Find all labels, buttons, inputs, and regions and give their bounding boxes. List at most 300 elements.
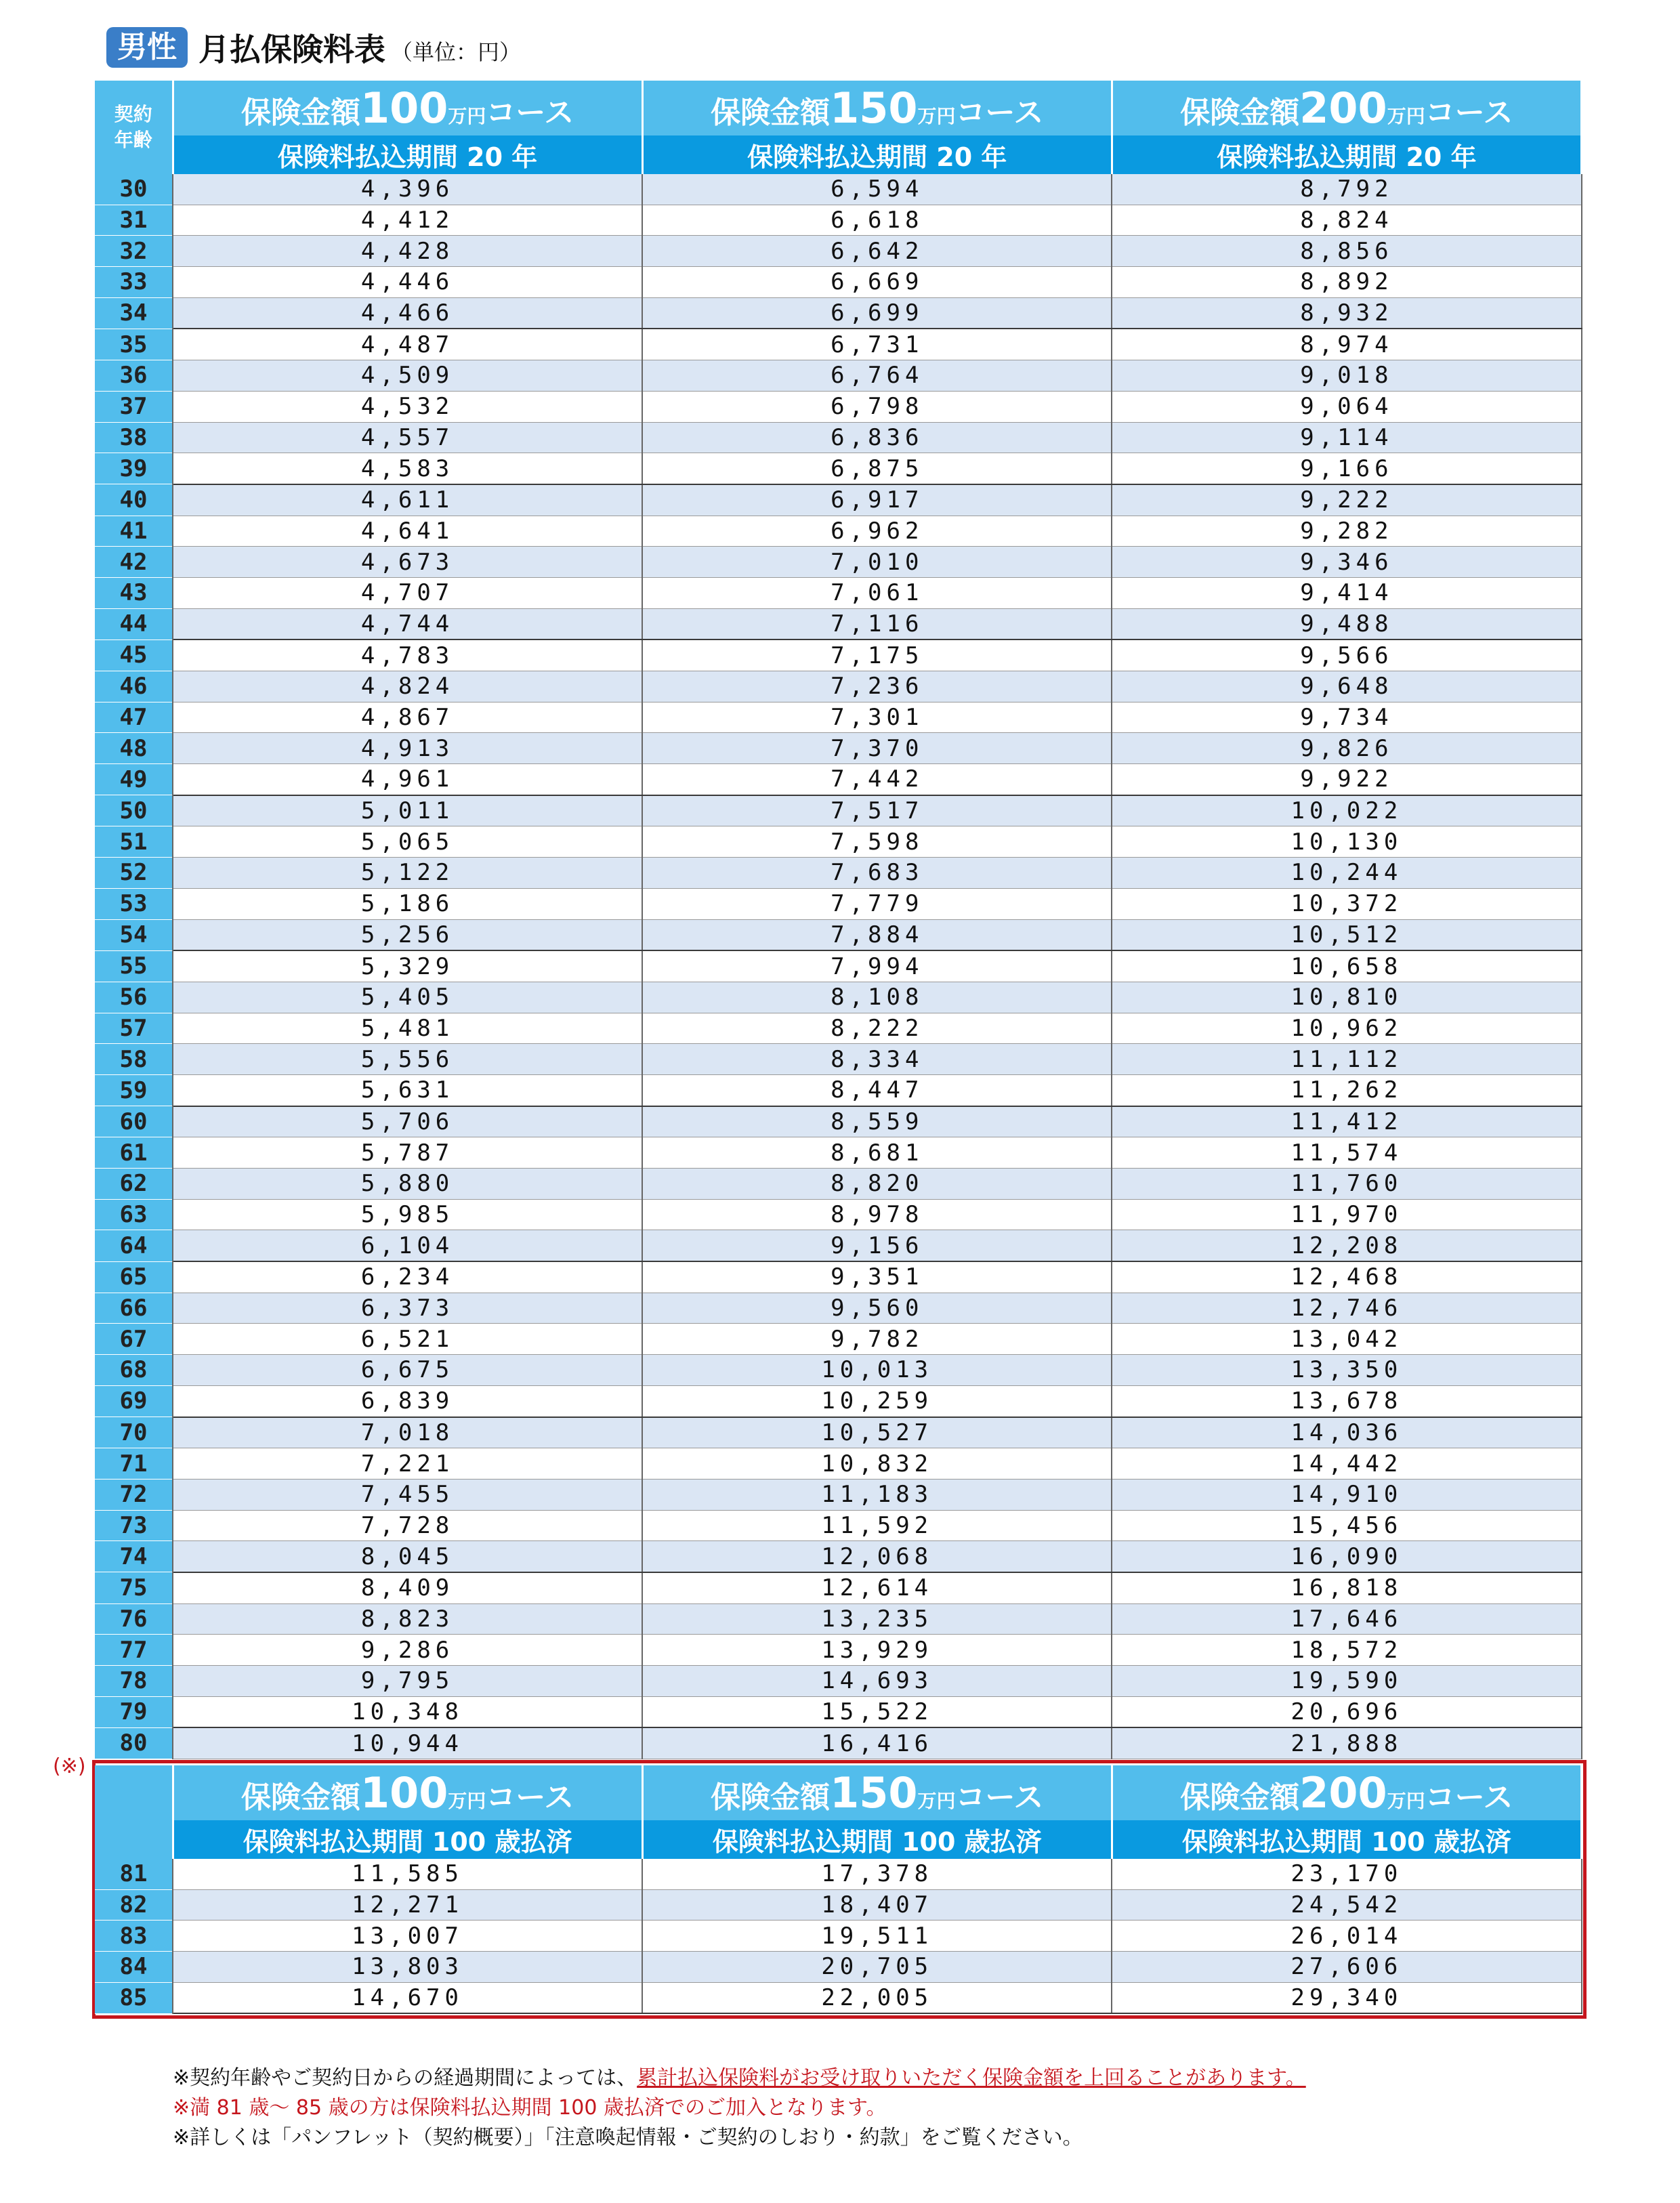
premium-cell: 27,606 (1112, 1952, 1581, 1983)
age-cell: 33 (95, 267, 173, 298)
period-header: 保険料払込期間 20 年 (1112, 135, 1581, 174)
premium-cell: 6,699 (642, 297, 1112, 329)
premium-cell: 10,944 (173, 1727, 642, 1759)
premium-cell: 20,696 (1112, 1696, 1581, 1727)
gender-badge: 男性 (106, 27, 188, 68)
age-cell: 63 (95, 1199, 173, 1230)
table-row (95, 1889, 1582, 1921)
period-header: 保険料払込期間 20 年 (642, 135, 1112, 174)
table-row (95, 484, 1582, 516)
table-row (95, 1261, 1582, 1293)
age-cell: 76 (95, 1603, 173, 1635)
table-row (95, 1230, 1582, 1261)
premium-cell: 7,061 (642, 577, 1112, 608)
premium-cell: 5,186 (173, 888, 642, 919)
premium-cell: 4,557 (173, 422, 642, 453)
premium-cell: 9,566 (1112, 639, 1581, 671)
premium-cell: 6,962 (642, 516, 1112, 547)
premium-cell: 6,839 (173, 1385, 642, 1417)
premium-cell: 19,511 (642, 1921, 1112, 1952)
premium-cell: 6,917 (642, 484, 1112, 516)
premium-cell: 4,707 (173, 577, 642, 608)
premium-cell: 11,585 (173, 1859, 642, 1889)
premium-cell: 10,244 (1112, 858, 1581, 889)
premium-cell: 8,978 (642, 1199, 1112, 1230)
premium-cell: 16,090 (1112, 1541, 1581, 1572)
premium-cell: 11,183 (642, 1479, 1112, 1510)
premium-cell: 10,658 (1112, 950, 1581, 982)
premium-cell: 7,018 (173, 1417, 642, 1448)
premium-cell: 9,166 (1112, 453, 1581, 484)
premium-cell: 7,301 (642, 702, 1112, 733)
premium-cell: 4,744 (173, 608, 642, 639)
premium-cell: 11,112 (1112, 1044, 1581, 1075)
premium-cell: 5,256 (173, 919, 642, 950)
premium-cell: 5,011 (173, 795, 642, 826)
table-row (95, 1385, 1582, 1417)
table-row (95, 795, 1582, 826)
premium-cell: 5,122 (173, 858, 642, 889)
table-row (95, 1859, 1582, 1889)
premium-cell: 18,407 (642, 1889, 1112, 1921)
premium-cell: 29,340 (1112, 1982, 1581, 2013)
premium-cell: 14,036 (1112, 1417, 1581, 1448)
premium-cell: 12,468 (1112, 1261, 1581, 1293)
premium-cell: 6,642 (642, 236, 1112, 267)
premium-cell: 11,760 (1112, 1169, 1581, 1200)
age-cell: 52 (95, 858, 173, 889)
premium-cell: 8,409 (173, 1572, 642, 1603)
age-cell: 42 (95, 547, 173, 578)
premium-cell: 10,832 (642, 1448, 1112, 1480)
age-cell: 60 (95, 1106, 173, 1137)
premium-cell: 6,521 (173, 1324, 642, 1355)
table-row (95, 639, 1582, 671)
premium-cell: 7,455 (173, 1479, 642, 1510)
period-header: 保険料払込期間 20 年 (173, 135, 642, 174)
premium-cell: 8,108 (642, 982, 1112, 1013)
premium-cell: 10,372 (1112, 888, 1581, 919)
age-cell: 58 (95, 1044, 173, 1075)
age-cell: 45 (95, 639, 173, 671)
table-row (95, 1417, 1582, 1448)
age-cell: 41 (95, 516, 173, 547)
age-cell: 55 (95, 950, 173, 982)
premium-cell: 6,836 (642, 422, 1112, 453)
premium-cell: 9,282 (1112, 516, 1581, 547)
premium-cell: 10,130 (1112, 826, 1581, 858)
premium-cell: 7,010 (642, 547, 1112, 578)
age-cell: 64 (95, 1230, 173, 1261)
age-cell: 77 (95, 1635, 173, 1666)
premium-cell: 4,532 (173, 391, 642, 422)
premium-cell: 6,675 (173, 1355, 642, 1386)
table-row (95, 1510, 1582, 1541)
age-label-line1: 契約 (114, 103, 152, 125)
premium-cell: 14,442 (1112, 1448, 1581, 1480)
age-cell: 84 (95, 1952, 173, 1983)
table-row (95, 1106, 1582, 1137)
premium-cell: 11,412 (1112, 1106, 1581, 1137)
table-row (95, 826, 1582, 858)
table-row (95, 577, 1582, 608)
age-cell: 47 (95, 702, 173, 733)
premium-cell: 4,611 (173, 484, 642, 516)
premium-cell: 4,487 (173, 329, 642, 360)
age-cell: 78 (95, 1666, 173, 1697)
age-column-header (95, 81, 173, 174)
premium-cell: 9,488 (1112, 608, 1581, 639)
premium-cell: 7,683 (642, 858, 1112, 889)
note-line-1: ※契約年齢やご契約日からの経過期間によっては、累計払込保険料がお受け取りいただく保険金額を上回ることがあります。 (173, 2066, 1306, 2090)
premium-cell: 10,527 (642, 1417, 1112, 1448)
premium-cell: 8,559 (642, 1106, 1112, 1137)
table-row (95, 733, 1582, 764)
premium-cell: 5,556 (173, 1044, 642, 1075)
premium-cell: 9,795 (173, 1666, 642, 1697)
age-cell: 61 (95, 1137, 173, 1169)
age-cell: 82 (95, 1889, 173, 1921)
note-warning: 累計払込保険料がお受け取りいただく保険金額を上回ることがあります。 (637, 2066, 1306, 2090)
premium-cell: 4,466 (173, 297, 642, 329)
premium-cell: 6,669 (642, 267, 1112, 298)
over80-note-mark: (※) (53, 1755, 86, 1778)
premium-table-100age (95, 1765, 1582, 2014)
premium-cell: 7,370 (642, 733, 1112, 764)
premium-cell: 8,892 (1112, 267, 1581, 298)
age-cell: 65 (95, 1261, 173, 1293)
age-cell: 75 (95, 1572, 173, 1603)
table-row (95, 1199, 1582, 1230)
age-cell: 80 (95, 1727, 173, 1759)
age-cell: 44 (95, 608, 173, 639)
title-main: 月払保険料表 (198, 31, 385, 68)
premium-cell: 7,598 (642, 826, 1112, 858)
premium-cell: 7,175 (642, 639, 1112, 671)
table-row (95, 297, 1582, 329)
premium-cell: 22,005 (642, 1982, 1112, 2013)
premium-cell: 13,929 (642, 1635, 1112, 1666)
table-row (95, 267, 1582, 298)
table-row (95, 1572, 1582, 1603)
age-cell: 46 (95, 671, 173, 702)
period-header: 保険料払込期間 100 歳払済 (173, 1820, 642, 1859)
premium-cell: 20,705 (642, 1952, 1112, 1983)
premium-cell: 8,334 (642, 1044, 1112, 1075)
premium-cell: 4,446 (173, 267, 642, 298)
course-header-100: 保険金額100万円コース (173, 1765, 642, 1820)
premium-cell: 26,014 (1112, 1921, 1581, 1952)
age-cell: 69 (95, 1385, 173, 1417)
age-cell: 50 (95, 795, 173, 826)
premium-cell: 18,572 (1112, 1635, 1581, 1666)
premium-cell: 6,618 (642, 205, 1112, 236)
premium-cell: 9,346 (1112, 547, 1581, 578)
age-cell: 71 (95, 1448, 173, 1480)
table-row (95, 888, 1582, 919)
age-cell: 72 (95, 1479, 173, 1510)
course-header-150: 保険金額150万円コース (642, 81, 1112, 135)
age-cell: 81 (95, 1859, 173, 1889)
table-row (95, 174, 1582, 205)
period-header: 保険料払込期間 100 歳払済 (642, 1820, 1112, 1859)
premium-cell: 9,648 (1112, 671, 1581, 702)
table-row (95, 1479, 1582, 1510)
course-header-200: 保険金額200万円コース (1112, 81, 1581, 135)
premium-cell: 5,880 (173, 1169, 642, 1200)
premium-cell: 6,875 (642, 453, 1112, 484)
table-row (95, 950, 1582, 982)
note-line-2: ※満 81 歳～ 85 歳の方は保険料払込期間 100 歳払済でのご加入となります。 (173, 2096, 887, 2120)
age-cell: 53 (95, 888, 173, 919)
premium-cell: 4,428 (173, 236, 642, 267)
age-cell: 51 (95, 826, 173, 858)
table-row (95, 1541, 1582, 1572)
table-row (95, 391, 1582, 422)
table-row (95, 547, 1582, 578)
premium-cell: 9,734 (1112, 702, 1581, 733)
premium-cell: 9,156 (642, 1230, 1112, 1261)
premium-cell: 7,994 (642, 950, 1112, 982)
period-header: 保険料払込期間 100 歳払済 (1112, 1820, 1581, 1859)
premium-cell: 14,670 (173, 1982, 642, 2013)
table-row (95, 1982, 1582, 2013)
age-cell: 39 (95, 453, 173, 484)
premium-cell: 4,867 (173, 702, 642, 733)
table-row (95, 1635, 1582, 1666)
age-column-header-blank (95, 1765, 173, 1859)
premium-cell: 17,378 (642, 1859, 1112, 1889)
course-header-150: 保険金額150万円コース (642, 1765, 1112, 1820)
premium-cell: 10,022 (1112, 795, 1581, 826)
premium-cell: 13,007 (173, 1921, 642, 1952)
premium-cell: 10,962 (1112, 1013, 1581, 1044)
premium-cell: 5,405 (173, 982, 642, 1013)
age-cell: 37 (95, 391, 173, 422)
age-cell: 38 (95, 422, 173, 453)
table-row (95, 453, 1582, 484)
age-cell: 54 (95, 919, 173, 950)
table-row (95, 982, 1582, 1013)
table-row (95, 1324, 1582, 1355)
table-row (95, 702, 1582, 733)
premium-cell: 5,787 (173, 1137, 642, 1169)
age-cell: 49 (95, 764, 173, 795)
table-row (95, 1355, 1582, 1386)
age-cell: 66 (95, 1293, 173, 1324)
premium-cell: 12,614 (642, 1572, 1112, 1603)
premium-cell: 8,856 (1112, 236, 1581, 267)
table-row (95, 1603, 1582, 1635)
table-row (95, 422, 1582, 453)
premium-cell: 8,820 (642, 1169, 1112, 1200)
table-row (95, 919, 1582, 950)
course-header-100: 保険金額100万円コース (173, 81, 642, 135)
premium-cell: 7,728 (173, 1510, 642, 1541)
table-row (95, 1169, 1582, 1200)
footnotes (173, 2063, 1306, 2153)
premium-cell: 7,884 (642, 919, 1112, 950)
table-row (95, 671, 1582, 702)
premium-cell: 5,706 (173, 1106, 642, 1137)
premium-cell: 5,481 (173, 1013, 642, 1044)
premium-cell: 9,922 (1112, 764, 1581, 795)
premium-cell: 6,764 (642, 360, 1112, 392)
age-cell: 40 (95, 484, 173, 516)
table-row (95, 205, 1582, 236)
title-unit: （単位：円） (391, 39, 522, 65)
premium-cell: 9,286 (173, 1635, 642, 1666)
premium-cell: 6,234 (173, 1261, 642, 1293)
premium-cell: 8,824 (1112, 205, 1581, 236)
premium-cell: 8,792 (1112, 174, 1581, 205)
premium-cell: 5,985 (173, 1199, 642, 1230)
table-row (95, 1952, 1582, 1983)
age-cell: 83 (95, 1921, 173, 1952)
page-title (106, 27, 521, 68)
age-cell: 34 (95, 297, 173, 329)
premium-cell: 11,970 (1112, 1199, 1581, 1230)
premium-cell: 7,236 (642, 671, 1112, 702)
age-cell: 62 (95, 1169, 173, 1200)
premium-cell: 16,818 (1112, 1572, 1581, 1603)
age-cell: 31 (95, 205, 173, 236)
premium-cell: 10,013 (642, 1355, 1112, 1386)
age-cell: 68 (95, 1355, 173, 1386)
premium-cell: 19,590 (1112, 1666, 1581, 1697)
premium-cell: 9,114 (1112, 422, 1581, 453)
premium-cell: 6,731 (642, 329, 1112, 360)
premium-cell: 8,447 (642, 1074, 1112, 1106)
table-row (95, 1448, 1582, 1480)
table-row (95, 329, 1582, 360)
premium-cell: 9,018 (1112, 360, 1581, 392)
premium-cell: 5,065 (173, 826, 642, 858)
age-cell: 73 (95, 1510, 173, 1541)
premium-cell: 14,910 (1112, 1479, 1581, 1510)
premium-cell: 12,068 (642, 1541, 1112, 1572)
premium-cell: 9,222 (1112, 484, 1581, 516)
premium-cell: 5,631 (173, 1074, 642, 1106)
age-cell: 67 (95, 1324, 173, 1355)
table-row (95, 1013, 1582, 1044)
premium-cell: 12,271 (173, 1889, 642, 1921)
table-row (95, 858, 1582, 889)
premium-table-20yr (95, 81, 1582, 1759)
premium-cell: 10,259 (642, 1385, 1112, 1417)
premium-cell: 4,641 (173, 516, 642, 547)
table-row (95, 1137, 1582, 1169)
age-label-line2: 年齢 (114, 129, 152, 151)
table-row (95, 1696, 1582, 1727)
age-cell: 79 (95, 1696, 173, 1727)
premium-cell: 4,673 (173, 547, 642, 578)
table-row (95, 1074, 1582, 1106)
table-row (95, 1293, 1582, 1324)
premium-cell: 4,396 (173, 174, 642, 205)
age-cell: 57 (95, 1013, 173, 1044)
premium-cell: 6,594 (642, 174, 1112, 205)
premium-cell: 8,045 (173, 1541, 642, 1572)
table-row (95, 1727, 1582, 1759)
premium-cell: 7,442 (642, 764, 1112, 795)
course-header-200: 保険金額200万円コース (1112, 1765, 1581, 1820)
premium-cell: 5,329 (173, 950, 642, 982)
premium-cell: 4,913 (173, 733, 642, 764)
premium-cell: 13,350 (1112, 1355, 1581, 1386)
age-cell: 59 (95, 1074, 173, 1106)
table-row (95, 1044, 1582, 1075)
note-line-3: ※詳しくは「パンフレット（契約概要）」「注意喚起情報・ご契約のしおり・約款」をご覧ください。 (173, 2126, 1083, 2149)
premium-cell: 12,208 (1112, 1230, 1581, 1261)
premium-cell: 8,932 (1112, 297, 1581, 329)
age-cell: 32 (95, 236, 173, 267)
premium-cell: 9,064 (1112, 391, 1581, 422)
age-cell: 70 (95, 1417, 173, 1448)
premium-cell: 13,803 (173, 1952, 642, 1983)
premium-cell: 9,560 (642, 1293, 1112, 1324)
premium-cell: 11,574 (1112, 1137, 1581, 1169)
age-cell: 43 (95, 577, 173, 608)
premium-cell: 12,746 (1112, 1293, 1581, 1324)
table-row (95, 1921, 1582, 1952)
premium-cell: 4,412 (173, 205, 642, 236)
premium-cell: 13,235 (642, 1603, 1112, 1635)
premium-cell: 7,116 (642, 608, 1112, 639)
age-cell: 36 (95, 360, 173, 392)
premium-cell: 7,779 (642, 888, 1112, 919)
premium-cell: 10,810 (1112, 982, 1581, 1013)
premium-cell: 23,170 (1112, 1859, 1581, 1889)
premium-cell: 8,681 (642, 1137, 1112, 1169)
table-row (95, 236, 1582, 267)
premium-cell: 11,592 (642, 1510, 1112, 1541)
age-cell: 56 (95, 982, 173, 1013)
table-row (95, 1666, 1582, 1697)
premium-cell: 9,414 (1112, 577, 1581, 608)
age-cell: 74 (95, 1541, 173, 1572)
age-cell: 35 (95, 329, 173, 360)
table-row (95, 764, 1582, 795)
premium-cell: 24,542 (1112, 1889, 1581, 1921)
premium-cell: 9,782 (642, 1324, 1112, 1355)
premium-cell: 4,509 (173, 360, 642, 392)
premium-cell: 9,826 (1112, 733, 1581, 764)
premium-cell: 6,798 (642, 391, 1112, 422)
premium-cell: 8,222 (642, 1013, 1112, 1044)
premium-cell: 17,646 (1112, 1603, 1581, 1635)
table-row (95, 516, 1582, 547)
premium-cell: 7,221 (173, 1448, 642, 1480)
premium-cell: 4,583 (173, 453, 642, 484)
premium-cell: 6,104 (173, 1230, 642, 1261)
premium-cell: 15,522 (642, 1696, 1112, 1727)
premium-cell: 13,678 (1112, 1385, 1581, 1417)
premium-cell: 21,888 (1112, 1727, 1581, 1759)
table-row (95, 608, 1582, 639)
premium-cell: 8,823 (173, 1603, 642, 1635)
premium-cell: 14,693 (642, 1666, 1112, 1697)
premium-cell: 13,042 (1112, 1324, 1581, 1355)
premium-cell: 10,348 (173, 1696, 642, 1727)
premium-cell: 15,456 (1112, 1510, 1581, 1541)
premium-cell: 7,517 (642, 795, 1112, 826)
premium-cell: 16,416 (642, 1727, 1112, 1759)
premium-cell: 4,824 (173, 671, 642, 702)
premium-cell: 9,351 (642, 1261, 1112, 1293)
age-cell: 48 (95, 733, 173, 764)
premium-cell: 8,974 (1112, 329, 1581, 360)
